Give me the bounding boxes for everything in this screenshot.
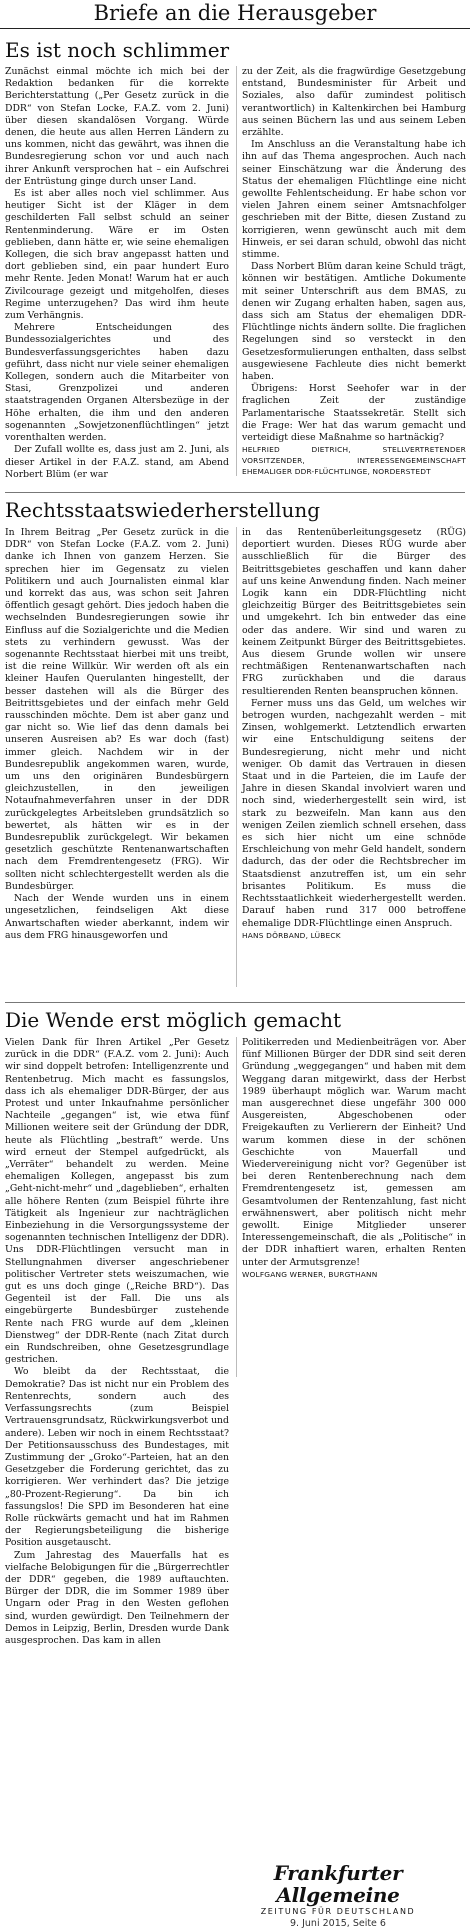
letter-column-right xyxy=(242,66,466,477)
paragraph: Es ist aber alles noch viel schlimmer. Aus heutiger Sicht ist der Kläger in dem geschilderten Fall selbst schuld an seiner Rentenminderung. Wäre er im Osten geblieben, dann hätte er, wie seine ehemaligen Kollegen, die sich brav angepasst hatten und dort geblieben sind, ein paar hundert Euro mehr Rente. Jeden Monat! Warum hat er auch Zivilcourage gezeigt und mitgeholfen, dieses Regime unterzugehen? Das wird ihm heute zum Verhängnis. xyxy=(5,188,229,322)
letter-signature: HELFRIED DIETRICH, STELLVERTRETENDER VORSITZENDER, INTERESSENGEMEINSCHAFT EHEMALIGER DDR-FLÜCHTLINGE, NORDERSTEDT xyxy=(242,445,466,477)
issue-date: 9. Juni 2015, Seite 6 xyxy=(290,1918,386,1929)
section-divider xyxy=(5,1002,465,1003)
column-divider xyxy=(236,66,237,476)
newspaper-subtitle: ZEITUNG FÜR DEUTSCHLAND xyxy=(260,1907,416,1916)
letter-headline: Es ist noch schlimmer xyxy=(5,38,230,62)
paragraph: Übrigens: Horst Seehofer war in der fraglichen Zeit der zuständige Parlamentarische Staatssekretär. Stellt sich die Frage: Wer hat das warum gemacht und verteidigt diese Maßnahme so hartnäckig? xyxy=(242,383,466,444)
letter-headline: Die Wende erst möglich gemacht xyxy=(5,1008,342,1032)
paragraph: Der Zufall wollte es, dass just am 2. Juni, als dieser Artikel in der F.A.Z. stand, am Abend Norbert Blüm (er war xyxy=(5,444,229,480)
letter-column-right xyxy=(242,1037,466,1280)
paragraph: Ferner muss uns das Geld, um welches wir betrogen wurden, nachgezahlt werden – mit Zinsen, wohlgemerkt. Letztendlich erwarten wir eine Entschuldigung seitens der Bundesregierung, nicht mehr und nicht weniger. Ob damit das Vertrauen in diesen Staat und in die Parteien, die im Laufe der Jahre in diesen Skandal involviert waren und noch sind, wiederhergestellt sein wird, ist stark zu bezweifeln. Man kann aus den wenigen Zeilen ziemlich schnell ersehen, dass es sich hier nicht um eine schnöde Erschleichung von mehr Geld handelt, sondern dadurch, das der oder die Rechtsbrecher im Staatsdienst anzutreffen ist, um ein sehr brisantes Politikum. Es muss die Rechtsstaatlichkeit wiederhergestellt werden. Darauf haben rund 317 000 betroffene ehemalige DDR-Flüchtlinge einen Anspruch. xyxy=(242,697,466,929)
paragraph: Nach der Wende wurden uns in einem ungesetzlichen, feindseligen Akt diese Anwartschaften wieder aberkannt, indem wir aus dem FRG hinausgeworfen und xyxy=(5,893,229,941)
paragraph: Zum Jahrestag des Mauerfalls hat es vielfache Belobigungen für die „Bürgerrechtler der DDR“ gegeben, die 1989 auftauchten. Bürger der DDR, die im Sommer 1989 über Ungarn oder Prag in den Westen geflohen sind, wurden gewürdigt. Den Teilnehmern der Demos in Leipzig, Berlin, Dresden wurde Dank ausgesprochen. Das kam in allen xyxy=(5,1549,229,1646)
paragraph: in das Rentenüberleitungsgesetz (RÜG) deportiert wurden. Dieses RÜG wurde aber ausschließlich für die Bürger des Beitrittsgebietes geschaffen und kann daher auf uns keine Anwendung finden. Nach meiner Logik kann ein DDR-Flüchtling nicht gleichzeitig Bürger des Beitrittsgebietes sein und umgekehrt. Ich bin entweder das eine oder das andere. Wir sind und waren zu keinem Zeitpunkt Bürger des Beitrittsgebietes. Aus diesem Grunde wollen wir unsere rechtmäßigen Rentenanwartschaften nach FRG zurückhaben und die daraus resultierenden Renten beanspruchen können. xyxy=(242,527,466,697)
newspaper-masthead xyxy=(212,1862,464,1931)
section-divider xyxy=(5,492,465,493)
letter-column-left xyxy=(5,1037,229,1647)
letter-column-right xyxy=(242,527,466,941)
column-divider xyxy=(236,527,237,987)
paragraph: Dass Norbert Blüm daran keine Schuld trägt, können wir bestätigen. Amtliche Dokumente mit seiner Unterschrift aus dem BMAS, zu denen wir Zugang erhalten haben, sagen aus, dass sich am Status der ehemaligen DDR-Flüchtlinge nichts ändern sollte. Die fraglichen Regelungen sind so versteckt in den Gesetzesformulierungen enthalten, dass selbst ausgewiesene Fachleute dies nicht bemerkt haben. xyxy=(242,261,466,383)
paragraph: zu der Zeit, als die fragwürdige Gesetzgebung entstand, Bundesminister für Arbeit und Soziales, also dafür zumindest politisch verantwortlich) in Kaltenkirchen bei Hamburg aus seinen Büchern las und aus seinem Leben erzählte. xyxy=(242,66,466,139)
letter-column-left xyxy=(5,527,229,942)
letter-signature: HANS DÖRBAND, LÜBECK xyxy=(242,930,341,940)
letter-signature: WOLFGANG WERNER, BURGTHANN xyxy=(242,1269,378,1279)
paragraph: Im Anschluss an die Veranstaltung habe ich ihn auf das Thema angesprochen. Auch nach seiner Einschätzung war die Änderung des Status der ehemaligen Flüchtlinge eine nicht gewollte Fehlentscheidung. Er habe schon vor vielen Jahren einem seiner Amtsnachfolger geschrieben mit der Bitte, diesen Zustand zu korrigieren, wenn gewünscht auch mit dem Hinweis, er sei daran schuld, obwohl das nicht stimme. xyxy=(242,139,466,261)
paragraph: Wo bleibt da der Rechtsstaat, die Demokratie? Das ist nicht nur ein Problem des Rentenrechts, sondern auch des Verfassungsrechts (zum Beispiel Vertrauensgrundsatz, Rückwirkungsverbot und andere). Leben wir noch in einem Rechtsstaat? Der Petitionsausschuss des Bundestages, mit Zustimmung der „Groko“-Parteien, hat an den Gesetzgeber die Forderung gerichtet, das zu korrigieren. Wer verhindert das? Die jetzige „80-Prozent-Regierung“. Da bin ich fassungslos! Die SPD im Besonderen hat eine Rolle rückwärts gemacht und hat im Rahmen der Regierungsbeteiligung die bisherige Position ausgetauscht. xyxy=(5,1366,229,1549)
paragraph: Politikerreden und Medienbeiträgen vor. Aber fünf Millionen Bürger der DDR sind seit deren Gründung „weggegangen“ und haben mit dem Weggang daran mitgewirkt, dass der Herbst 1989 überhaupt möglich war. Warum macht man ausgerechnet diese ungefähr 300 000 Ausgereisten, Abgeschobenen oder Freigekauften zu Verlierern der Einheit? Und warum kommen diese in der schönen Geschichte von Mauerfall und Wiedervereinigung nicht vor? Gegenüber ist bei deren Rentenberechnung nach dem Fremdrentengesetz ist, gemessen am Gesamtvolumen der Rentenzahlung, fast nicht erwähnenswert, aber politisch nicht mehr gewollt. Einige Mitglieder unserer Interessengemeinschaft, die als „Politische“ in der DDR inhaftiert waren, erhalten Renten unter der Armutsgrenze! xyxy=(242,1037,466,1268)
paragraph: Mehrere Entscheidungen des Bundessozialgerichtes und des Bundesverfassungsgerichtes haben dazu geführt, dass nicht nur viele seiner ehemaligen Kollegen, sondern auch die Mitarbeiter von Stasi, Grenzpolizei und anderen staatstragenden Organen Altersbezüge in der Höhe erhalten, die ihm und den anderen sogenannten „Sowjetzonenflüchtlingen“ jetzt vorenthalten werden. xyxy=(5,322,229,444)
paragraph: Vielen Dank für Ihren Artikel „Per Gesetz zurück in die DDR“ (F.A.Z. vom 2. Juni): Auch wir sind doppelt betrofen: Intelligenzrente und Rentenbetrug. Mich macht es fassungslos, dass ich als ehemaliger DDR-Bürger, der aus Protest und unter Inkaufnahme persönlicher Nachteile „gegangen“ ist, wie etwa fünf Millionen weitere seit der Gründung der DDR, heute als Flüchtling „bestraft“ werde. Uns wird erneut der Stempel aufgedrückt, als „Verräter“ behandelt zu werden. Meine ehemaligen Kollegen, angepasst bis zum „Geht-nicht-mehr“ und „dageblieben“, erhalten alle höhere Renten (zum Beispiel führte ihre Tätigkeit als Ingenieur zur nachträglichen Einbeziehung in die Versorgungssysteme der sogenannten technischen Intelligenz der DDR). Uns DDR-Flüchtlingen versucht man in Stellungnahmen diverser angeschriebener politischer Vertreter stets weiszumachen, wie gut es uns doch ginge („Reiche BRD“). Das Gegenteil ist der Fall. Die uns als eingebürgerte Bundesbürger zustehende Rente nach FRG wurde auf dem „kleinen Dienstweg“ der DDR-Rente (nach Zitat durch ein Rundschreiben, ohne Gesetzesgrundlage gestrichen. xyxy=(5,1037,229,1366)
paragraph: In Ihrem Beitrag „Per Gesetz zurück in die DDR“ von Stefan Locke (F.A.Z. vom 2. Juni) danke ich Ihnen von ganzem Herzen. Sie sprechen hier im Gegensatz zu vielen Politikern und auch Journalisten einmal klar und korrekt das aus, was schon seit Jahren öffentlich gesagt gehört. Dies jedoch haben die wechselnden Bundesregierungen sowie ihr Einfluss auf die Sozialgerichte und die Medien stets zu verhindern gewusst. Was der sogenannte Rechtsstaat hierbei mit uns treibt, ist die reine Willkür. Wir werden oft als ein kleiner Haufen Querulanten hingestellt, der besser dastehen will als die Bürger des Beitrittsgebietes und der einfach mehr Geld rausschinden möchte. Dem ist aber ganz und gar nicht so. Wie lief das denn damals bei unseren Ausreisen ab? Es war doch (fast) immer gleich. Nachdem wir in der Bundesrepublik angekommen waren, wurde, um uns den originären Bundesbürgern gleichzustellen, in den jeweiligen Notaufnahmeverfahren unser in der DDR zurückgelegtes Arbeitsleben grundsätzlich so bewertet, als hätten wir es in der Bundesrepublik zurückgelegt. Wir bekamen gesetzlich geschützte Rentenanwartschaften nach dem Fremdrentengesetz (FRG). Wir sollten nicht schlechtergestellt werden als die Bundesbürger. xyxy=(5,527,229,892)
column-divider xyxy=(236,1037,237,1377)
page-title: Briefe an die Herausgeber xyxy=(0,0,470,29)
letter-headline: Rechtsstaatswiederherstellung xyxy=(5,498,321,522)
newspaper-logo: Frankfurter Allgemeine xyxy=(273,1861,403,1907)
paragraph: Zunächst einmal möchte ich mich bei der Redaktion bedanken für die korrekte Berichterstattung („Per Gesetz zurück in die DDR“ von Stefan Locke, F.A.Z. vom 2. Juni) über diesen skandalösen Vorgang. Würde denen, die heute aus allen Herren Ländern zu uns kommen, nicht das gewährt, was ihnen die Bundesregierung schon vor und auch nach ihrer Ankunft versprochen hat – ein Aufschrei der Entrüstung ginge durch unser Land. xyxy=(5,66,229,187)
letter-column-left xyxy=(5,66,229,481)
